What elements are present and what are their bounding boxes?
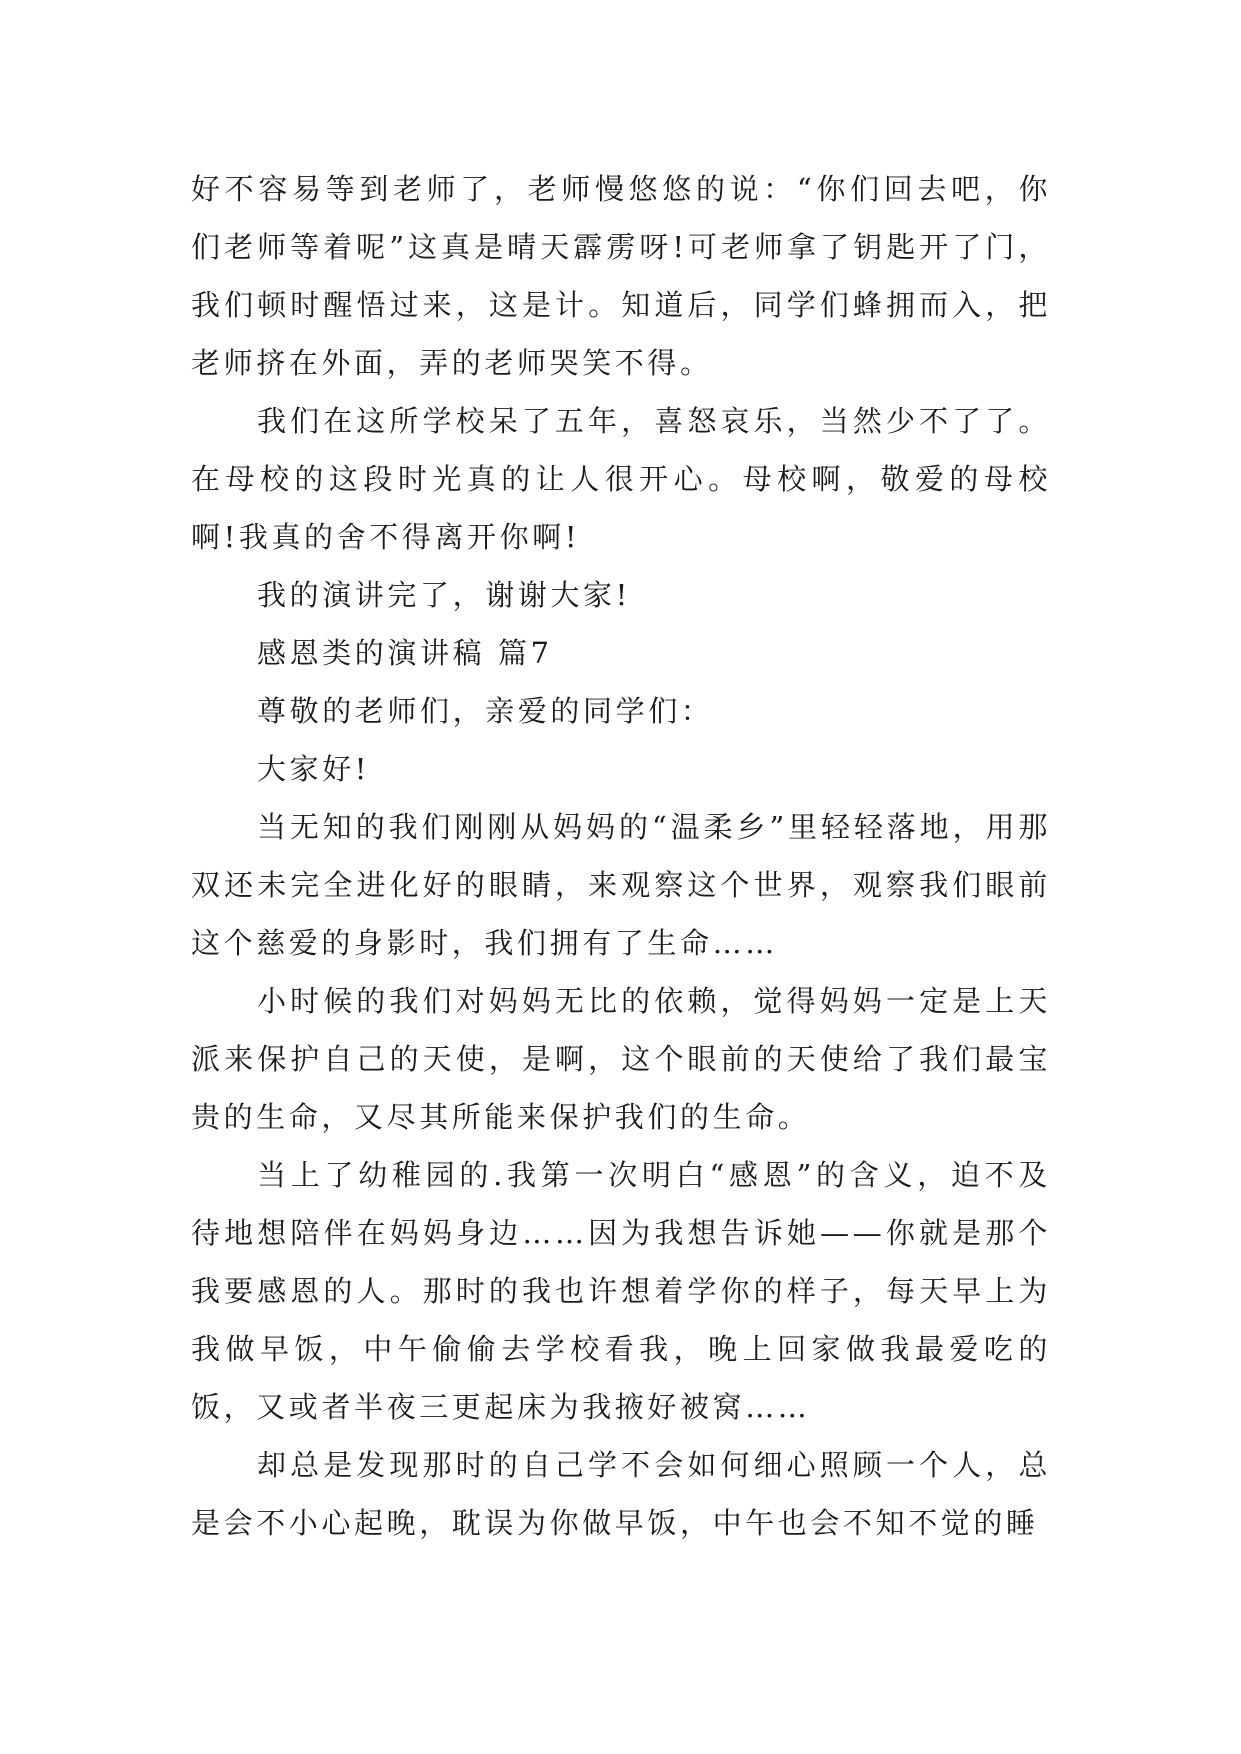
paragraph-7: 当无知的我们刚刚从妈妈的“温柔乡”里轻轻落地，用那双还未完全进化好的眼睛，来观察这个世界，观察我们眼前这个慈爱的身影时，我们拥有了生命…… <box>191 810 1051 960</box>
document-body <box>191 160 1051 1552</box>
paragraph-10: 却总是发现那时的自己学不会如何细心照顾一个人，总是会不小心起晚，耽误为你做早饭，中午也会不知不觉的睡 <box>191 1448 1051 1540</box>
paragraph-2: 我们在这所学校呆了五年，喜怒哀乐，当然少不了了。在母校的这段时光真的让人很开心。母校啊，敬爱的母校啊!我真的舍不得离开你啊! <box>191 404 1051 554</box>
paragraph-1: 好不容易等到老师了，老师慢悠悠的说：“你们回去吧，你们老师等着呢”这真是晴天霹雳呀!可老师拿了钥匙开了门，我们顿时醒悟过来，这是计。知道后，同学们蜂拥而入，把老师挤在外面，弄的老师哭笑不得。 <box>191 172 1051 380</box>
paragraph-9: 当上了幼稚园的.我第一次明白“感恩”的含义，迫不及待地想陪伴在妈妈身边……因为我想告诉她——你就是那个我要感恩的人。那时的我也许想着学你的样子，每天早上为我做早饭，中午偷偷去学校看我，晚上回家做我最爱吃的饭，又或者半夜三更起床为我掖好被窝…… <box>191 1158 1051 1424</box>
section-heading: 感恩类的演讲稿 篇7 <box>257 636 553 670</box>
paragraph-3: 我的演讲完了，谢谢大家! <box>257 578 631 612</box>
paragraph-8: 小时候的我们对妈妈无比的依赖，觉得妈妈一定是上天派来保护自己的天使，是啊，这个眼前的天使给了我们最宝贵的生命，又尽其所能来保护我们的生命。 <box>191 984 1051 1134</box>
salutation: 尊敬的老师们，亲爱的同学们： <box>257 694 714 728</box>
greeting: 大家好! <box>257 752 371 786</box>
